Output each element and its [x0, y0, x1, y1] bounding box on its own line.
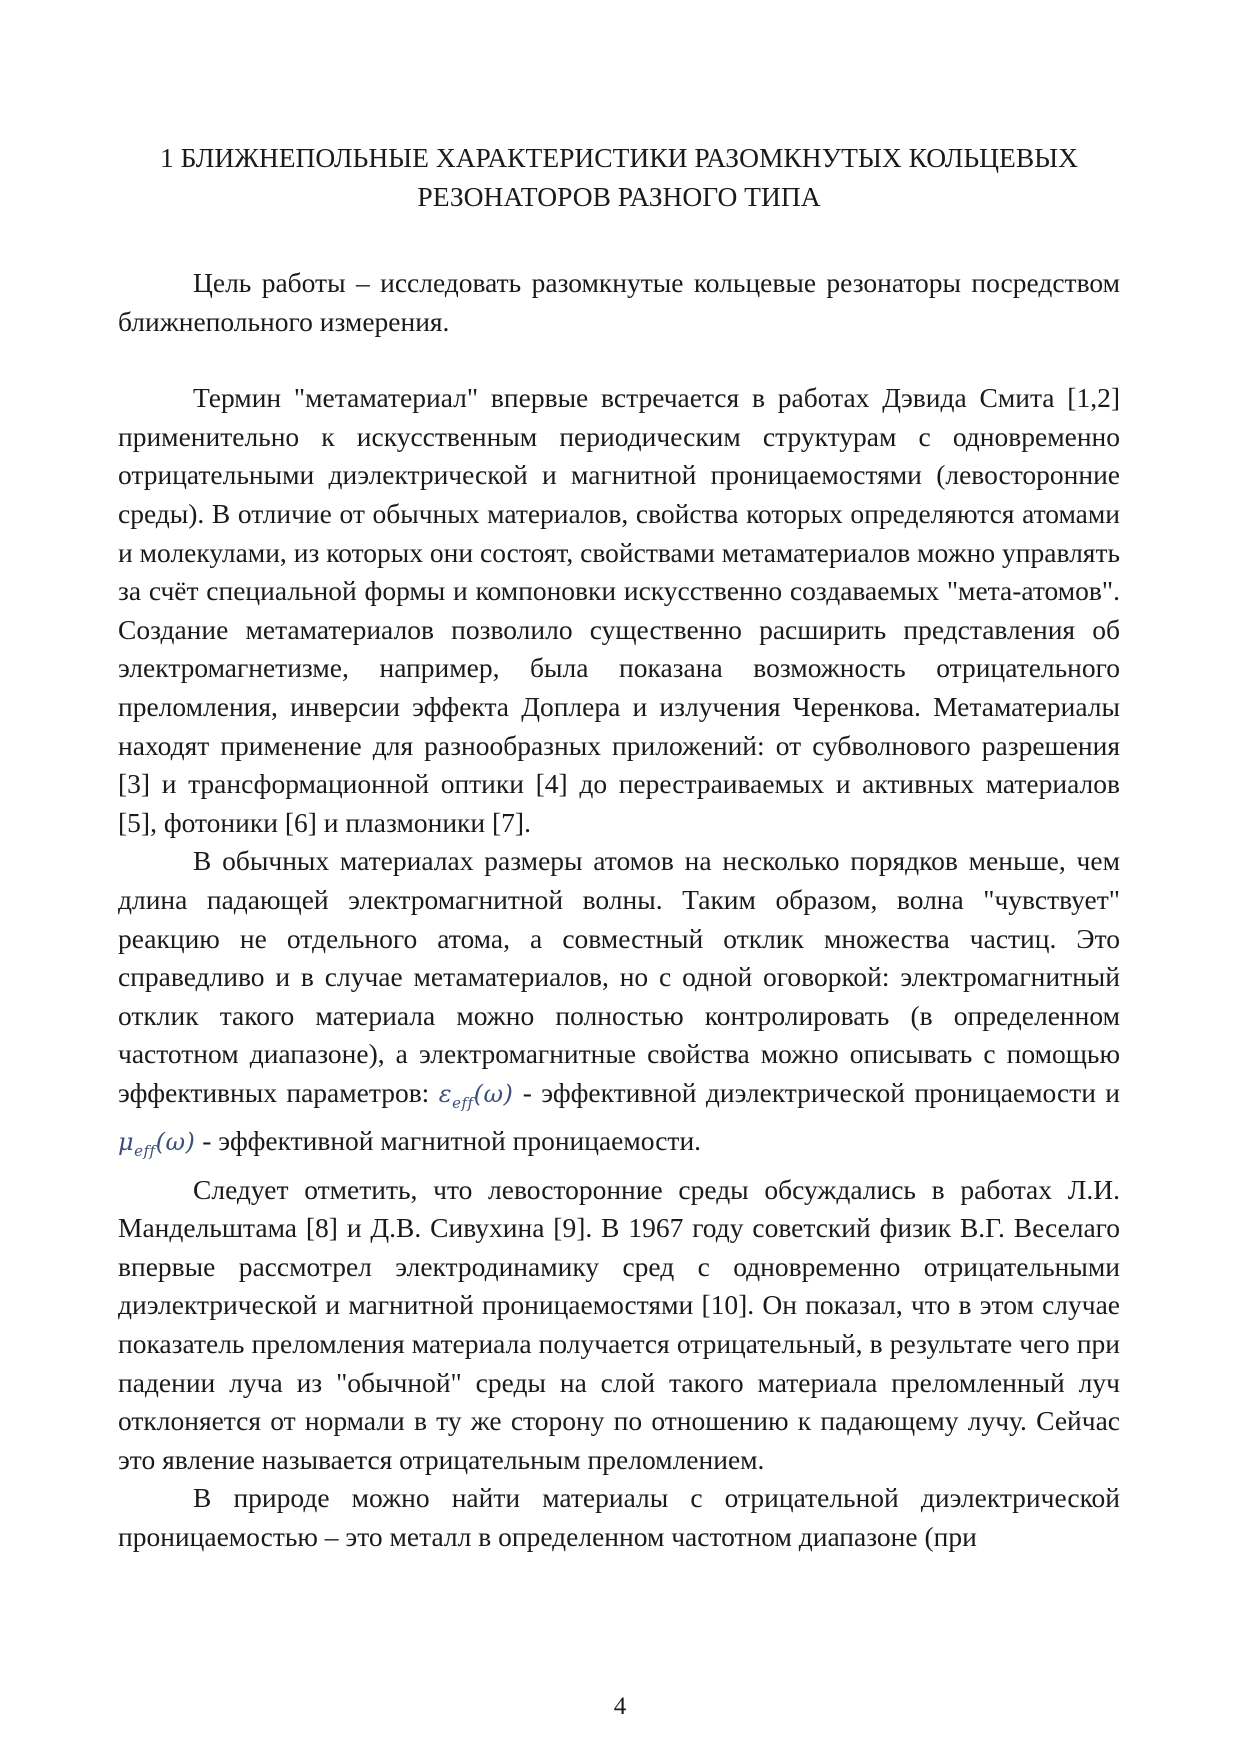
epsilon-subscript: eff — [452, 1093, 474, 1112]
epsilon-symbol: ε — [438, 1079, 453, 1108]
epsilon-eff-formula — [438, 1079, 514, 1112]
veselago-paragraph: Следует отметить, что левосторонние среды обсуждались в работах Л.И. Мандельштама [8] и Д.В. Сивухина [9]. В 1967 году советский физик В.Г. Веселаго впервые рассмотрел электродинамику сред с одновременно отрицательными диэлектрической и магнитной проницаемостями [10]. Он показал, что в этом случае показатель преломления материала получается отрицательный, в результате чего при падении луча из "обычной" среды на слой такого материала преломленный луч отклоняется от нормали в ту же сторону по отношению к падающему лучу. Сейчас это явление называется отрицательным преломлением. — [118, 1173, 1120, 1475]
effective-parameters-text-2: - эффективной диэлектрической проницаемости и — [513, 1076, 1121, 1108]
section-title-line-1: 1 БЛИЖНЕПОЛЬНЫЕ ХАРАКТЕРИСТИКИ РАЗОМКНУТЫХ КОЛЬЦЕВЫХ — [159, 142, 1079, 173]
mu-symbol: μ — [118, 1128, 135, 1157]
section-title-line-2: РЕЗОНАТОРОВ РАЗНОГО ТИПА — [417, 181, 821, 212]
section-title — [118, 138, 1120, 216]
page-number: 4 — [613, 1693, 627, 1720]
negative-permittivity-paragraph: В природе можно найти материалы с отрицательной диэлектрической проницаемостью – это металл в определенном частотном диапазоне (при — [118, 1482, 1120, 1552]
epsilon-argument: (ω) — [473, 1079, 514, 1108]
mu-argument: (ω) — [155, 1128, 196, 1157]
goal-paragraph: Цель работы – исследовать разомкнутые кольцевые резонаторы посредством ближнепольного измерения. — [118, 267, 1120, 337]
mu-eff-formula — [118, 1128, 196, 1161]
effective-parameters-text-3: - эффективной магнитной проницаемости. — [195, 1125, 702, 1157]
effective-parameters-paragraph — [118, 842, 1120, 1170]
effective-parameters-text-1: В обычных материалах размеры атомов на несколько порядков меньше, чем длина падающей электромагнитной волны. Таким образом, волна "чувствует" реакцию не отдельного атома, а совместный отклик множества частиц. Это справедливо и в случае метаматериалов, но с одной оговоркой: электромагнитный отклик такого материала можно полностью контролировать (в определенном частотном диапазоне), а электромагнитные свойства можно описывать с помощью эффективных параметров: — [118, 845, 1120, 1108]
mu-subscript: eff — [134, 1142, 156, 1161]
metamaterial-intro-paragraph: Термин "метаматериал" впервые встречается в работах Дэвида Смита [1,2] применительно к искусственным периодическим структурам с одновременно отрицательными диэлектрической и магнитной проницаемостями (левосторонние среды). В отличие от обычных материалов, свойства которых определяются атомами и молекулами, из которых они состоят, свойствами метаматериалов можно управлять за счёт специальной формы и компоновки искусственно создаваемых "мета-атомов". Создание метаматериалов позволило существенно расширить представления об электромагнетизме, например, была показана возможность отрицательного преломления, инверсии эффекта Доплера и излучения Черенкова. Метаматериалы находят применение для разнообразных приложений: от субволнового разрешения [3] и трансформационной оптики [4] до перестраиваемых и активных материалов [5], фотоники [6] и плазмоники [7]. — [118, 382, 1120, 838]
document-page — [118, 138, 1120, 1557]
